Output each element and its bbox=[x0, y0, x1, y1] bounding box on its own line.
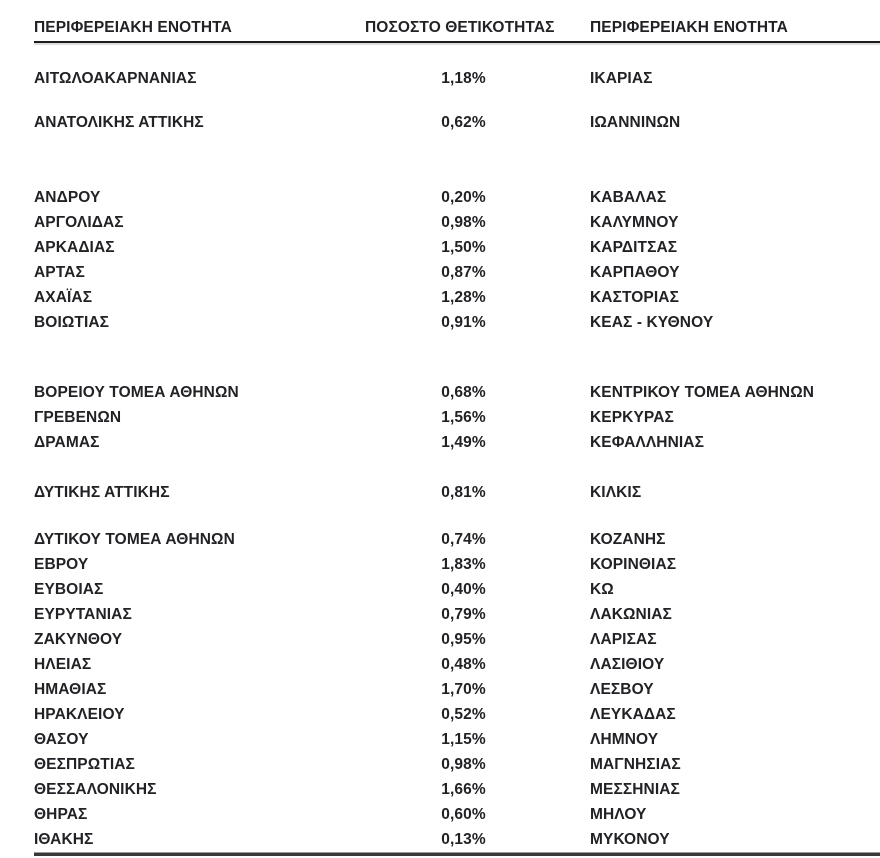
table-row bbox=[34, 627, 880, 652]
table-row bbox=[34, 552, 880, 577]
regional-positivity-document bbox=[0, 18, 880, 858]
region-name-right: ΚΑΛΥΜΝΟΥ bbox=[590, 214, 679, 231]
table-row bbox=[34, 110, 880, 135]
column-spacer bbox=[507, 285, 590, 310]
column-header-positivity: ΠΟΣΟΣΤΟ ΘΕΤΙΚΟΤΗΤΑΣ bbox=[365, 19, 555, 36]
table-row bbox=[34, 702, 880, 727]
column-spacer bbox=[507, 380, 590, 405]
region-name-right: ΛΕΥΚΑΔΑΣ bbox=[590, 706, 676, 723]
column-spacer bbox=[507, 802, 590, 827]
positivity-value: 1,15% bbox=[441, 731, 486, 748]
region-name-left: ΗΜΑΘΙΑΣ bbox=[34, 681, 107, 698]
positivity-value: 0,79% bbox=[441, 606, 486, 623]
column-spacer bbox=[507, 260, 590, 285]
region-name-left: ΒΟΙΩΤΙΑΣ bbox=[34, 314, 110, 331]
positivity-value: 1,70% bbox=[441, 681, 486, 698]
region-name-left: ΘΕΣΠΡΩΤΙΑΣ bbox=[34, 756, 135, 773]
column-spacer bbox=[507, 577, 590, 602]
region-name-left: ΔΡΑΜΑΣ bbox=[34, 434, 100, 451]
region-name-left: ΒΟΡΕΙΟΥ ΤΟΜΕΑ ΑΘΗΝΩΝ bbox=[34, 384, 239, 401]
table-row bbox=[34, 577, 880, 602]
region-name-left: ΑΡΚΑΔΙΑΣ bbox=[34, 239, 115, 256]
table-row bbox=[34, 652, 880, 677]
positivity-value: 0,87% bbox=[441, 264, 486, 281]
table-row bbox=[34, 260, 880, 285]
column-spacer bbox=[507, 677, 590, 702]
region-name-right: ΚΑΒΑΛΑΣ bbox=[590, 189, 667, 206]
region-name-right: ΛΗΜΝΟΥ bbox=[590, 731, 659, 748]
positivity-value: 0,74% bbox=[441, 531, 486, 548]
table-row bbox=[34, 527, 880, 552]
column-spacer bbox=[507, 827, 590, 852]
region-name-right: ΛΕΣΒΟΥ bbox=[590, 681, 654, 698]
table-row bbox=[34, 235, 880, 260]
positivity-value: 0,20% bbox=[441, 189, 486, 206]
region-name-left: ΘΕΣΣΑΛΟΝΙΚΗΣ bbox=[34, 781, 157, 798]
table-row bbox=[34, 310, 880, 335]
positivity-value: 0,95% bbox=[441, 631, 486, 648]
table-header-row bbox=[34, 18, 880, 38]
region-name-right: ΜΑΓΝΗΣΙΑΣ bbox=[590, 756, 681, 773]
column-spacer bbox=[507, 185, 590, 210]
region-name-left: ΑΡΓΟΛΙΔΑΣ bbox=[34, 214, 124, 231]
region-name-left: ΘΗΡΑΣ bbox=[34, 806, 88, 823]
positivity-value: 1,83% bbox=[441, 556, 486, 573]
table-row bbox=[34, 210, 880, 235]
positivity-value: 0,48% bbox=[441, 656, 486, 673]
region-name-right: ΛΑΚΩΝΙΑΣ bbox=[590, 606, 672, 623]
region-name-right: ΛΑΣΙΘΙΟΥ bbox=[590, 656, 665, 673]
table-row bbox=[34, 480, 880, 505]
region-name-left: ΕΒΡΟΥ bbox=[34, 556, 89, 573]
region-name-right: ΚΙΛΚΙΣ bbox=[590, 484, 642, 501]
column-spacer bbox=[507, 210, 590, 235]
region-name-left: ΙΘΑΚΗΣ bbox=[34, 831, 94, 848]
table-row bbox=[34, 777, 880, 802]
column-spacer bbox=[507, 702, 590, 727]
positivity-value: 1,18% bbox=[441, 70, 486, 87]
region-name-right: ΜΕΣΣΗΝΙΑΣ bbox=[590, 781, 680, 798]
region-name-right: ΚΟΡΙΝΘΙΑΣ bbox=[590, 556, 677, 573]
region-name-left: ΑΡΤΑΣ bbox=[34, 264, 85, 281]
column-spacer bbox=[507, 652, 590, 677]
column-spacer bbox=[507, 310, 590, 335]
column-header-region-left: ΠΕΡΙΦΕΡΕΙΑΚΗ ΕΝΟΤΗΤΑ bbox=[34, 19, 232, 36]
bottom-rule bbox=[34, 852, 880, 856]
column-spacer bbox=[507, 627, 590, 652]
region-name-right: ΚΑΡΠΑΘΟΥ bbox=[590, 264, 680, 281]
region-name-left: ΕΥΒΟΙΑΣ bbox=[34, 581, 104, 598]
positivity-value: 0,98% bbox=[441, 756, 486, 773]
table-row bbox=[34, 802, 880, 827]
positivity-value: 1,49% bbox=[441, 434, 486, 451]
region-name-right: ΜΗΛΟΥ bbox=[590, 806, 647, 823]
table-row bbox=[34, 380, 880, 405]
region-name-right: ΚΕΡΚΥΡΑΣ bbox=[590, 409, 674, 426]
region-name-right: ΚΟΖΑΝΗΣ bbox=[590, 531, 666, 548]
region-name-right: ΚΑΡΔΙΤΣΑΣ bbox=[590, 239, 678, 256]
region-name-right: ΛΑΡΙΣΑΣ bbox=[590, 631, 657, 648]
region-name-right: ΙΩΑΝΝΙΝΩΝ bbox=[590, 114, 681, 131]
positivity-value: 0,68% bbox=[441, 384, 486, 401]
positivity-value: 0,52% bbox=[441, 706, 486, 723]
region-name-left: ΕΥΡΥΤΑΝΙΑΣ bbox=[34, 606, 132, 623]
column-spacer bbox=[507, 727, 590, 752]
header-rule bbox=[34, 41, 880, 43]
region-name-right: ΚΕΑΣ - ΚΥΘΝΟΥ bbox=[590, 314, 714, 331]
positivity-value: 1,56% bbox=[441, 409, 486, 426]
column-spacer bbox=[507, 110, 590, 135]
region-name-left: ΑΧΑΪΑΣ bbox=[34, 289, 93, 306]
region-name-left: ΗΡΑΚΛΕΙΟΥ bbox=[34, 706, 125, 723]
column-spacer bbox=[507, 480, 590, 505]
region-name-right: ΙΚΑΡΙΑΣ bbox=[590, 70, 653, 87]
table-row bbox=[34, 430, 880, 455]
region-name-left: ΗΛΕΙΑΣ bbox=[34, 656, 92, 673]
table-row bbox=[34, 405, 880, 430]
positivity-value: 0,40% bbox=[441, 581, 486, 598]
column-spacer bbox=[507, 527, 590, 552]
region-name-right: ΚΕΝΤΡΙΚΟΥ ΤΟΜΕΑ ΑΘΗΝΩΝ bbox=[590, 384, 815, 401]
region-name-right: ΚΕΦΑΛΛΗΝΙΑΣ bbox=[590, 434, 704, 451]
region-name-left: ΑΝΑΤΟΛΙΚΗΣ ΑΤΤΙΚΗΣ bbox=[34, 114, 204, 131]
region-name-left: ΔΥΤΙΚΟΥ ΤΟΜΕΑ ΑΘΗΝΩΝ bbox=[34, 531, 235, 548]
column-spacer bbox=[507, 552, 590, 577]
table-row bbox=[34, 66, 880, 91]
table-row bbox=[34, 727, 880, 752]
positivity-value: 0,62% bbox=[441, 114, 486, 131]
column-spacer bbox=[507, 235, 590, 260]
region-name-right: ΚΩ bbox=[590, 581, 614, 598]
column-spacer bbox=[507, 430, 590, 455]
column-spacer bbox=[507, 602, 590, 627]
column-spacer bbox=[507, 405, 590, 430]
region-name-left: ΔΥΤΙΚΗΣ ΑΤΤΙΚΗΣ bbox=[34, 484, 170, 501]
table-row bbox=[34, 752, 880, 777]
positivity-value: 0,13% bbox=[441, 831, 486, 848]
table-row bbox=[34, 602, 880, 627]
region-name-left: ΑΝΔΡΟΥ bbox=[34, 189, 101, 206]
positivity-value: 1,50% bbox=[441, 239, 486, 256]
positivity-value: 0,98% bbox=[441, 214, 486, 231]
positivity-value: 0,60% bbox=[441, 806, 486, 823]
table-row bbox=[34, 677, 880, 702]
region-name-right: ΜΥΚΟΝΟΥ bbox=[590, 831, 670, 848]
positivity-value: 1,66% bbox=[441, 781, 486, 798]
column-header-region-right: ΠΕΡΙΦΕΡΕΙΑΚΗ ΕΝΟΤΗΤΑ bbox=[590, 19, 788, 36]
column-spacer bbox=[507, 66, 590, 91]
region-name-right: ΚΑΣΤΟΡΙΑΣ bbox=[590, 289, 679, 306]
table-row bbox=[34, 185, 880, 210]
column-spacer bbox=[507, 752, 590, 777]
table-row bbox=[34, 285, 880, 310]
positivity-value: 0,91% bbox=[441, 314, 486, 331]
region-name-left: ΓΡΕΒΕΝΩΝ bbox=[34, 409, 122, 426]
column-spacer bbox=[507, 777, 590, 802]
positivity-value: 0,81% bbox=[441, 484, 486, 501]
positivity-value: 1,28% bbox=[441, 289, 486, 306]
region-name-left: ΖΑΚΥΝΘΟΥ bbox=[34, 631, 123, 648]
region-name-left: ΑΙΤΩΛΟΑΚΑΡΝΑΝΙΑΣ bbox=[34, 70, 197, 87]
region-name-left: ΘΑΣΟΥ bbox=[34, 731, 89, 748]
table-row bbox=[34, 827, 880, 852]
